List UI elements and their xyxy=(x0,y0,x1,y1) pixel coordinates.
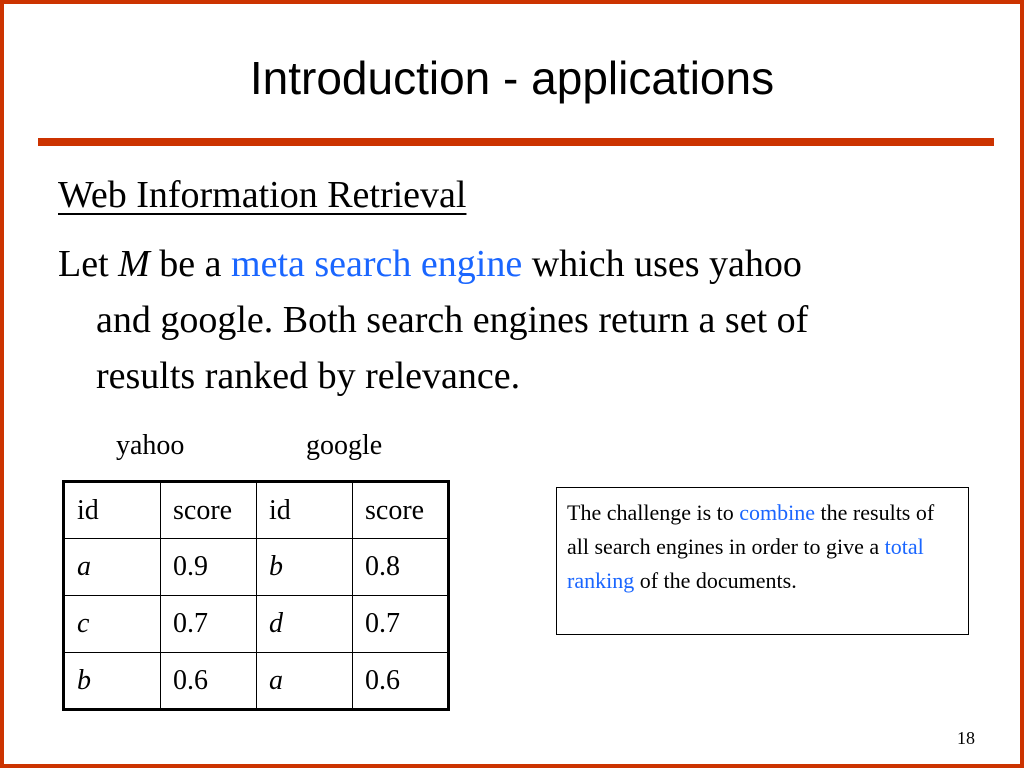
challenge-note-box xyxy=(556,487,969,635)
header-id-google: id xyxy=(257,482,353,539)
cell-id: a xyxy=(64,539,161,596)
section-heading: Web Information Retrieval xyxy=(58,174,467,216)
cell-score: 0.9 xyxy=(161,539,257,596)
table-header-row xyxy=(64,482,449,539)
paragraph-line-3: results ranked by relevance. xyxy=(96,355,521,397)
table-row xyxy=(64,653,449,710)
cell-id: a xyxy=(257,653,353,710)
cell-score: 0.6 xyxy=(161,653,257,710)
cell-score: 0.7 xyxy=(353,596,449,653)
note-text-2: the results of all search engines in order to give a xyxy=(567,500,935,559)
note-text-3: of the documents. xyxy=(634,568,797,593)
table-row xyxy=(64,539,449,596)
paragraph-line-1 xyxy=(58,236,968,292)
highlight-total-ranking: total ranking xyxy=(567,534,924,593)
slide-title: Introduction - applications xyxy=(249,52,775,104)
cell-score: 0.7 xyxy=(161,596,257,653)
paragraph-line-2: and google. Both search engines return a set of xyxy=(96,299,809,341)
page-number: 18 xyxy=(957,728,975,748)
text-which-uses-yahoo: which uses yahoo xyxy=(522,243,802,285)
text-be-a: be a xyxy=(149,243,232,285)
cell-id: d xyxy=(257,596,353,653)
body-paragraph xyxy=(58,236,968,404)
cell-id: b xyxy=(257,539,353,596)
table-row xyxy=(64,596,449,653)
cell-score: 0.6 xyxy=(353,653,449,710)
highlight-meta-search-engine: meta search engine xyxy=(231,243,523,285)
header-score-google: score xyxy=(353,482,449,539)
note-text-1: The challenge is to xyxy=(567,500,740,525)
ranking-table xyxy=(62,480,450,711)
cell-id: b xyxy=(64,653,161,710)
title-divider xyxy=(38,138,994,146)
header-id-yahoo: id xyxy=(64,482,161,539)
cell-score: 0.8 xyxy=(353,539,449,596)
text-let: Let xyxy=(58,243,119,285)
header-score-yahoo: score xyxy=(161,482,257,539)
yahoo-label: yahoo xyxy=(116,430,185,461)
variable-m: M xyxy=(118,243,150,285)
highlight-combine: combine xyxy=(739,500,816,525)
google-label: google xyxy=(306,430,383,461)
cell-id: c xyxy=(64,596,161,653)
